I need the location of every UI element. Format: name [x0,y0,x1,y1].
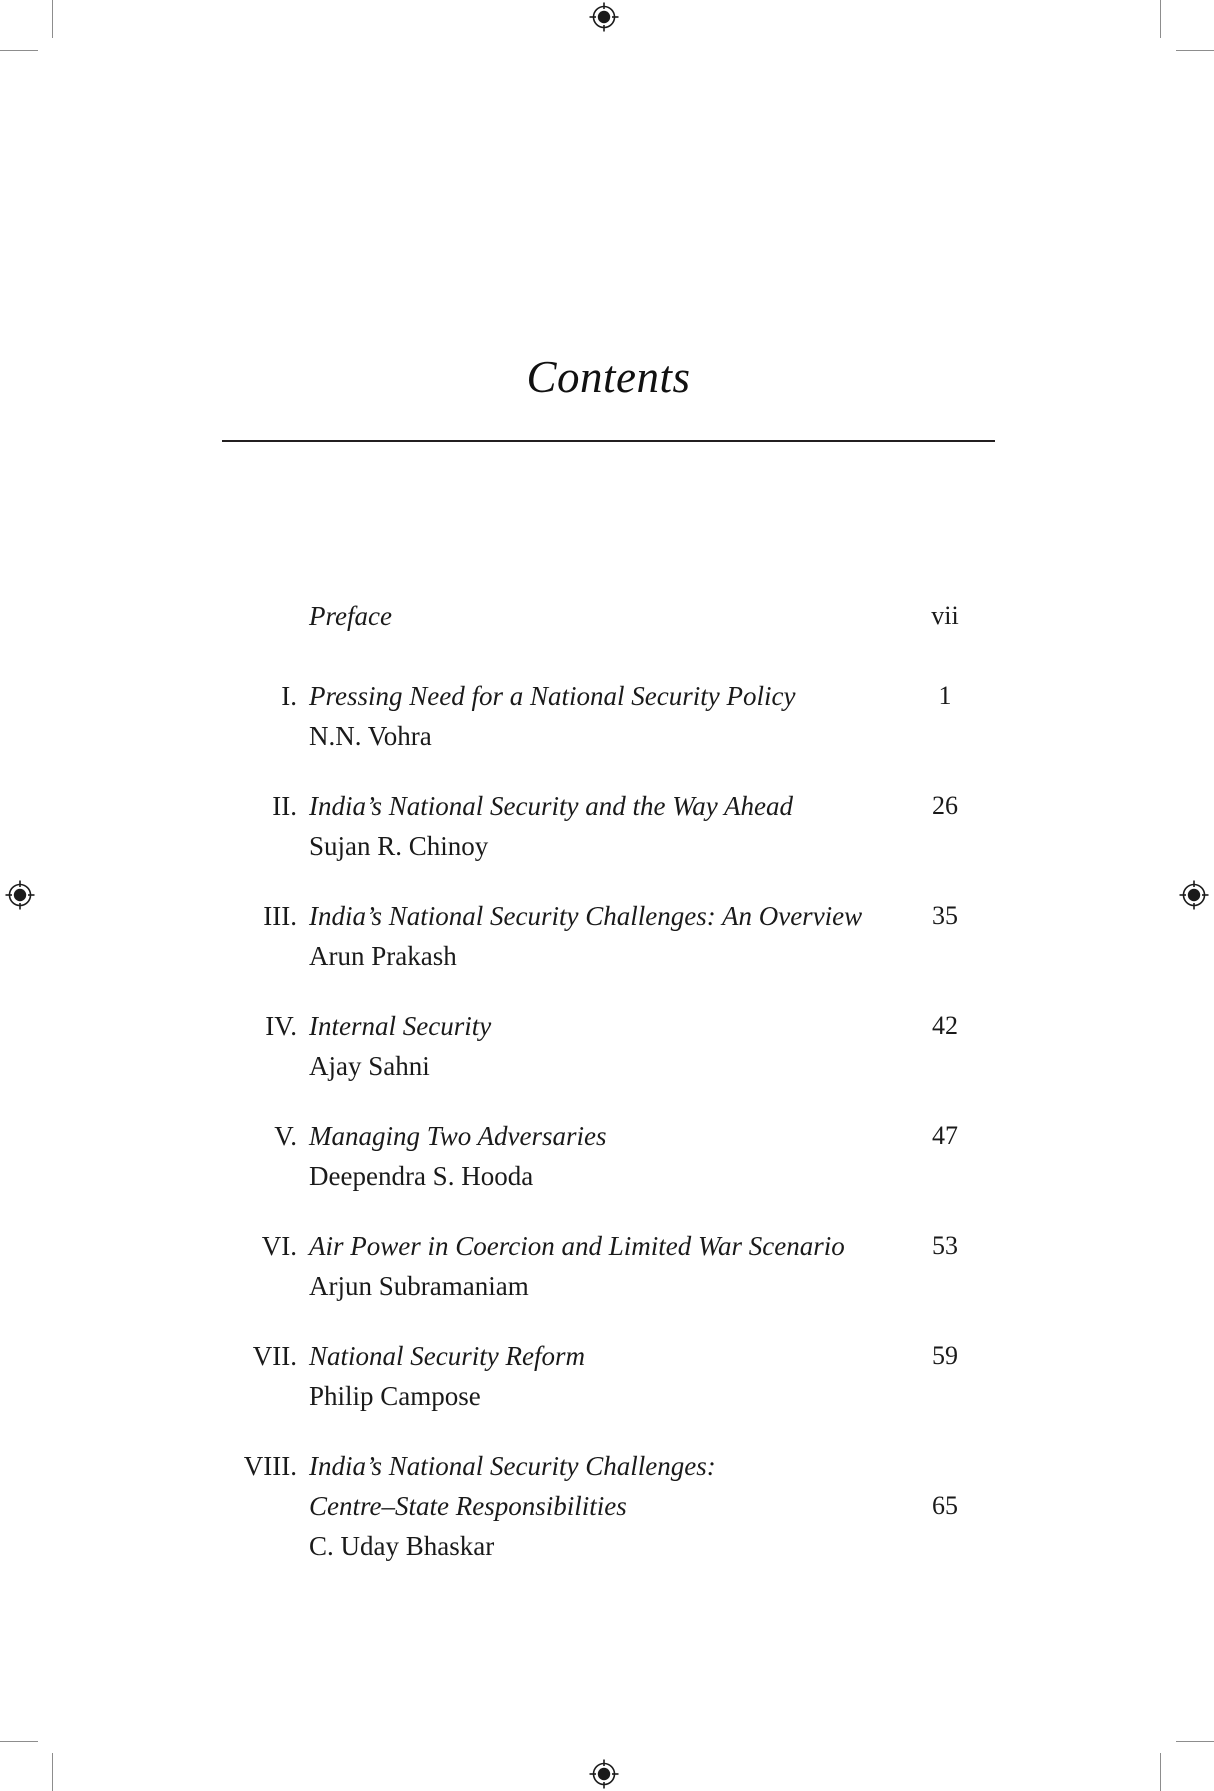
toc-entry-body [309,786,895,866]
page-number: 59 [932,1341,958,1370]
entry-author: Sujan R. Chinoy [309,831,489,861]
page-number: 42 [932,1011,958,1040]
entry-title-line-1: India’s National Security Challenges: An Overview [309,901,863,931]
entry-title-line-1: India’s National Security and the Way Ahead [309,791,793,821]
entry-title-line-1: India’s National Security Challenges: [309,1451,716,1481]
entry-title-line-1: Managing Two Adversaries [309,1121,607,1151]
entry-title-line-1: National Security Reform [309,1341,585,1371]
page-number: 26 [932,791,958,820]
title-divider-rule [222,440,995,442]
entry-title-line-1: Pressing Need for a National Security Policy [309,681,796,711]
page-number: 1 [938,681,952,710]
entry-author: C. Uday Bhaskar [309,1531,495,1561]
chapter-numeral: VIII. [243,1451,297,1481]
chapter-numeral: II. [272,791,297,821]
table-of-contents-list [222,596,995,1596]
toc-entry-chapter-4[interactable] [222,1006,995,1086]
toc-entry-chapter-1[interactable] [222,676,995,756]
toc-entry-body [309,896,895,976]
page-number: 53 [932,1231,958,1260]
toc-entry-body [309,1336,895,1416]
page-number: 47 [932,1121,958,1150]
toc-entry-chapter-7[interactable] [222,1336,995,1416]
toc-entry-chapter-8[interactable] [222,1446,995,1566]
toc-entry-body [309,596,895,636]
chapter-numeral: V. [274,1121,297,1151]
entry-author: Philip Campose [309,1381,481,1411]
page-number: vii [931,601,959,630]
chapter-numeral: III. [263,901,297,931]
toc-entry-preface[interactable] [222,596,995,636]
page-number: 35 [932,901,958,930]
entry-author: Deependra S. Hooda [309,1161,534,1191]
entry-title-line-2: Centre–State Responsibilities [309,1491,627,1521]
chapter-numeral: VI. [261,1231,297,1261]
toc-entry-body [309,1116,895,1196]
entry-title-line-1: Internal Security [309,1011,492,1041]
entry-author: Arjun Subramaniam [309,1271,529,1301]
page-number: 65 [932,1491,958,1520]
chapter-numeral: VII. [252,1341,297,1371]
toc-entry-body [309,1446,895,1566]
toc-entry-chapter-5[interactable] [222,1116,995,1196]
chapter-numeral: IV. [265,1011,297,1041]
entry-author: Arun Prakash [309,941,457,971]
toc-entry-chapter-6[interactable] [222,1226,995,1306]
entry-author: N.N. Vohra [309,721,432,751]
toc-entry-chapter-2[interactable] [222,786,995,866]
chapter-numeral: I. [281,681,297,711]
entry-title: Preface [309,601,392,631]
toc-entry-chapter-3[interactable] [222,896,995,976]
toc-entry-body [309,1006,895,1086]
entry-author: Ajay Sahni [309,1051,430,1081]
toc-entry-body [309,1226,895,1306]
toc-entry-body [309,676,895,756]
entry-title-line-1: Air Power in Coercion and Limited War Scenario [309,1231,845,1261]
page-title: Contents [526,352,691,402]
